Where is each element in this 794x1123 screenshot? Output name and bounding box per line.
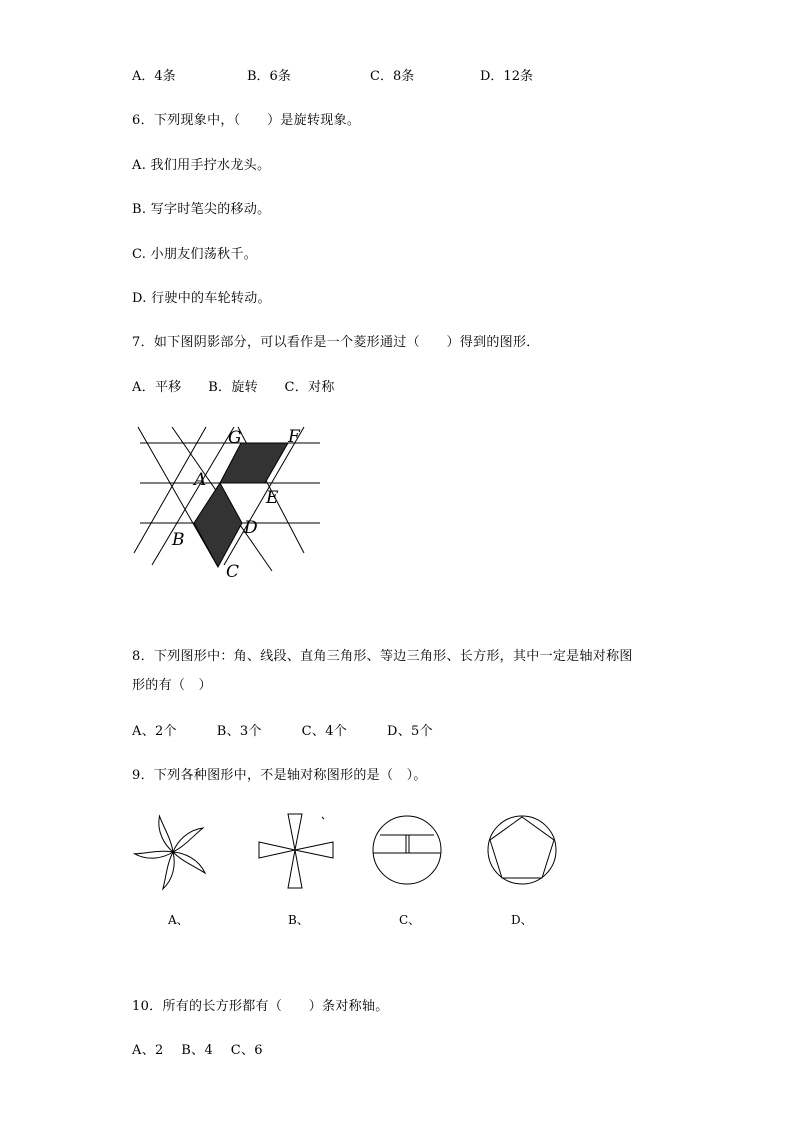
- q6-option-d: D. 行驶中的车轮转动。: [132, 291, 271, 306]
- circle-bar-figure: [370, 813, 446, 889]
- label-e: E: [266, 488, 279, 508]
- triangle-cross-figure: [255, 812, 339, 892]
- q8-options: A、2个 B、3个 C、4个 D、5个: [132, 724, 433, 739]
- q9-caption-c: C、: [399, 913, 421, 927]
- q8-stem-line2: 形的有（ ）: [132, 678, 212, 693]
- q6-stem: 6．下列现象中，（ ）是旋转现象。: [132, 113, 361, 128]
- q6-option-a: A. 我们用手拧水龙头。: [132, 158, 271, 173]
- label-c: C: [226, 562, 240, 582]
- label-f: F: [288, 427, 300, 447]
- q9-caption-b: B、: [288, 913, 309, 927]
- q6-option-c: C. 小朋友们荡秋千。: [132, 247, 258, 262]
- label-d: D: [244, 518, 258, 538]
- q9-stem: 9．下列各种图形中，不是轴对称图形的是（ ）。: [132, 768, 427, 783]
- label-b: B: [172, 530, 185, 550]
- q10-stem: 10．所有的长方形都有（ ）条对称轴。: [132, 999, 389, 1014]
- q5-option-b: B．6条: [247, 69, 291, 84]
- q9-caption-d: D、: [511, 913, 533, 927]
- q5-option-d: D．12条: [480, 69, 533, 84]
- q9-caption-a: A、: [168, 913, 189, 927]
- q8-stem-line1: 8．下列图形中：角、线段、直角三角形、等边三角形、长方形，其中一定是轴对称图: [132, 649, 633, 664]
- q6-option-b: B. 写字时笔尖的移动。: [132, 202, 271, 217]
- q7-stem: 7．如下图阴影部分，可以看作是一个菱形通过（ ）得到的图形．: [132, 335, 540, 350]
- q5-option-c: C．8条: [370, 69, 415, 84]
- pentagon-circle-figure: [485, 813, 561, 889]
- rhombus-grid-figure: [132, 425, 332, 585]
- q7-options: A．平移 B．旋转 C．对称: [132, 380, 335, 395]
- q5-option-a: A．4条: [132, 69, 176, 84]
- q10-options: A、2 B、4 C、6: [132, 1043, 263, 1058]
- label-g: G: [228, 428, 242, 448]
- label-a: A: [194, 470, 207, 490]
- pinwheel-figure: [133, 812, 213, 892]
